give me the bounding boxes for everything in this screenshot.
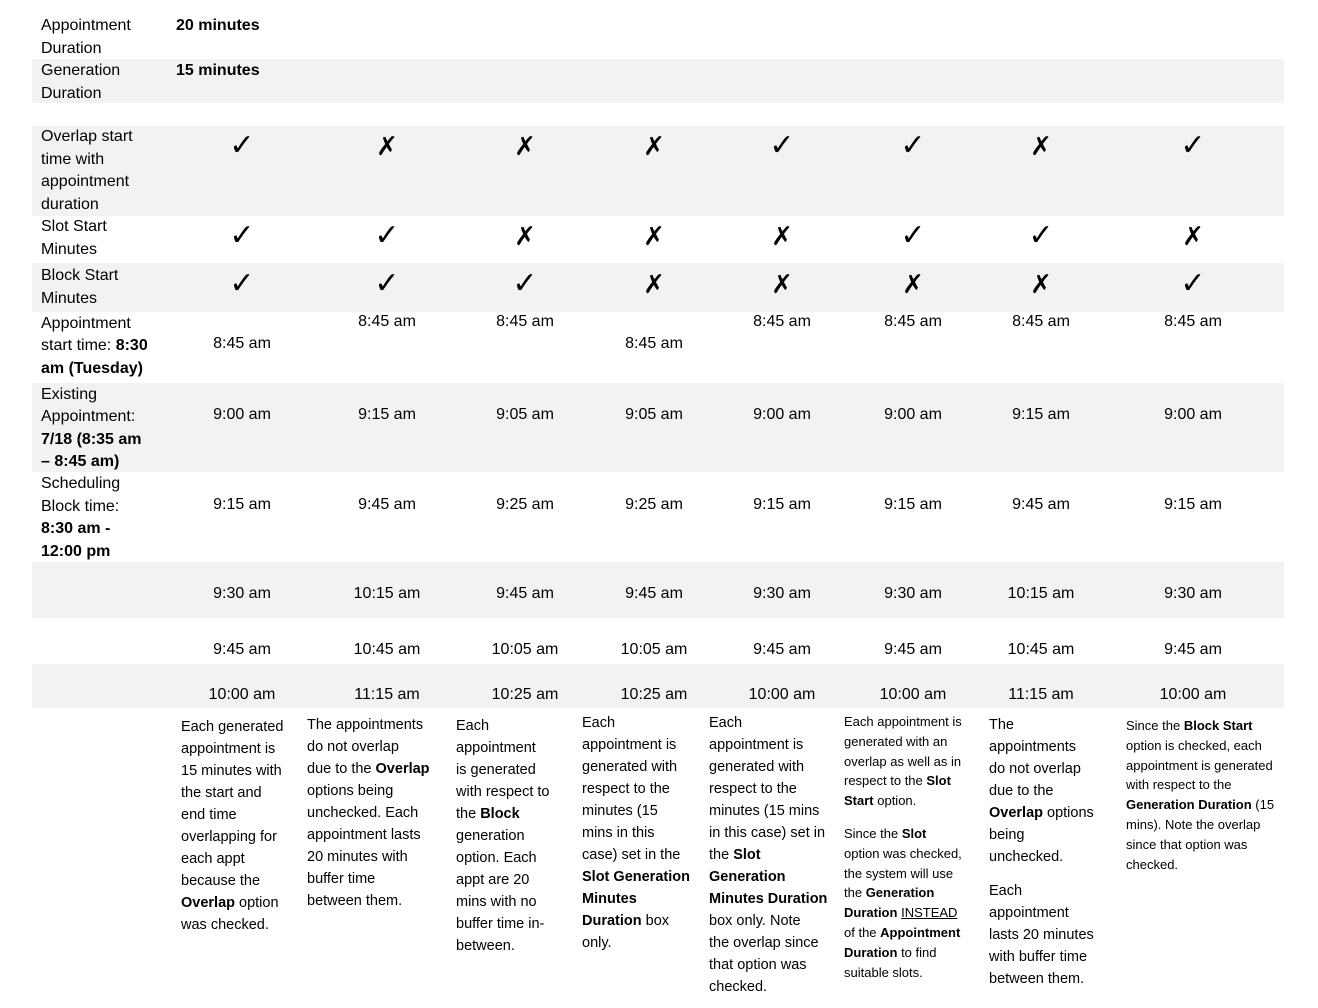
time-cell: 9:45 am [213, 641, 271, 658]
time-cell: 9:45 am [1012, 496, 1070, 513]
check-icon: ✓ [900, 219, 926, 252]
time-cell: 9:05 am [625, 406, 683, 423]
time-cell: 9:15 am [358, 406, 416, 423]
cross-icon: ✗ [1030, 269, 1052, 299]
time-cell: 8:45 am [496, 313, 554, 330]
time-cell: 9:45 am [753, 641, 811, 658]
appointment-duration-value: 20 minutes [176, 17, 260, 34]
cross-icon: ✗ [514, 131, 536, 161]
time-cell: 9:25 am [625, 496, 683, 513]
cross-icon: ✗ [771, 269, 793, 299]
time-cell: 9:00 am [213, 406, 271, 423]
time-cell: 9:30 am [884, 585, 942, 602]
time-cell: 10:05 am [491, 641, 559, 658]
check-icon: ✓ [374, 267, 400, 300]
time-cell: 10:00 am [879, 686, 947, 703]
note-col-3: Each appointment is generated with respect to the Block generation option. Each appt are 20 mins with no buffer time in- between. [456, 718, 550, 954]
time-cell: 8:45 am [753, 313, 811, 330]
note-col-6: Each appointment is generated with an overlap as well as in respect to the Slot Start option. Since the Slot option was checked, the system will use the Generation Duration INSTEAD of the Appointment Duration to find suitable slots. [844, 714, 962, 980]
time-cell: 9:00 am [1164, 406, 1222, 423]
time-cell: 9:45 am [358, 496, 416, 513]
check-icon: ✓ [512, 267, 538, 300]
check-icon: ✓ [229, 129, 255, 162]
time-cell: 9:45 am [1164, 641, 1222, 658]
check-icon: ✓ [229, 267, 255, 300]
generation-duration-label: Generation Duration [41, 62, 121, 102]
time-cell: 8:45 am [625, 335, 683, 352]
note-col-7: The appointments do not overlap due to the Overlap options being unchecked. Each appointment lasts 20 minutes with buffer time between them. [989, 717, 1094, 987]
time-cell: 10:00 am [748, 686, 816, 703]
note-col-4: Each appointment is generated with respect to the minutes (15 mins in this case) set in the Slot Generation Minutes Duration box only. [582, 715, 690, 951]
appointment-duration-label: Appointment Duration [41, 17, 131, 57]
overlap-label: Overlap start time with appointment duration [41, 128, 133, 213]
time-cell: 9:30 am [1164, 585, 1222, 602]
slot-start-label: Slot Start Minutes [41, 218, 107, 258]
cross-icon: ✗ [514, 221, 536, 251]
check-icon: ✓ [900, 129, 926, 162]
time-cell: 10:45 am [353, 641, 421, 658]
check-icon: ✓ [769, 129, 795, 162]
generation-duration-value: 15 minutes [176, 62, 260, 79]
note-col-5: Each appointment is generated with respect to the minutes (15 mins in this case) set in the Slot Generation Minutes Duration box only. Note the overlap since that option was checked. [709, 715, 828, 995]
cross-icon: ✗ [643, 131, 665, 161]
cross-icon: ✗ [1182, 221, 1204, 251]
time-cell: 10:00 am [1159, 686, 1227, 703]
time-cell: 8:45 am [1012, 313, 1070, 330]
time-cell: 8:45 am [358, 313, 416, 330]
check-icon: ✓ [1180, 267, 1206, 300]
time-cell: 10:15 am [353, 585, 421, 602]
time-cell: 9:45 am [625, 585, 683, 602]
check-icon: ✓ [1180, 129, 1206, 162]
time-cell: 8:45 am [213, 335, 271, 352]
cross-icon: ✗ [643, 221, 665, 251]
time-cell: 9:15 am [1164, 496, 1222, 513]
time-cell: 9:30 am [213, 585, 271, 602]
time-cell: 9:30 am [753, 585, 811, 602]
time-cell: 10:00 am [208, 686, 276, 703]
time-cell: 9:45 am [884, 641, 942, 658]
time-cell: 9:00 am [884, 406, 942, 423]
time-cell: 10:45 am [1007, 641, 1075, 658]
cross-icon: ✗ [902, 269, 924, 299]
check-icon: ✓ [1028, 219, 1054, 252]
block-start-label: Block Start Minutes [41, 267, 119, 307]
time-cell: 9:00 am [753, 406, 811, 423]
note-col-8: Since the Block Start option is checked, each appointment is generated with respect to the Generation Duration (15 mins). Note the overlap since that option was checked. [1126, 718, 1275, 872]
time-cell: 10:15 am [1007, 585, 1075, 602]
time-cell: 9:15 am [213, 496, 271, 513]
cross-icon: ✗ [771, 221, 793, 251]
time-cell: 10:25 am [620, 686, 688, 703]
time-cell: 8:45 am [884, 313, 942, 330]
check-icon: ✓ [229, 219, 255, 252]
time-cell: 9:15 am [753, 496, 811, 513]
cross-icon: ✗ [1030, 131, 1052, 161]
time-cell: 11:15 am [354, 686, 420, 703]
time-cell: 9:45 am [496, 585, 554, 602]
note-col-2: The appointments do not overlap due to the Overlap options being unchecked. Each appointment lasts 20 minutes with buffer time between them. [307, 717, 430, 909]
time-cell: 8:45 am [1164, 313, 1222, 330]
time-cell: 9:15 am [1012, 406, 1070, 423]
cross-icon: ✗ [643, 269, 665, 299]
time-cell: 9:25 am [496, 496, 554, 513]
time-cell: 10:25 am [491, 686, 559, 703]
note-col-1: Each generated appointment is 15 minutes with the start and end time overlapping for each appt because the Overlap option was checked. [181, 719, 284, 933]
time-cell: 9:15 am [884, 496, 942, 513]
time-cell: 10:05 am [620, 641, 688, 658]
row-band-existing [32, 383, 1284, 472]
check-icon: ✓ [374, 219, 400, 252]
time-cell: 9:05 am [496, 406, 554, 423]
time-cell: 11:15 am [1008, 686, 1074, 703]
cross-icon: ✗ [376, 131, 398, 161]
